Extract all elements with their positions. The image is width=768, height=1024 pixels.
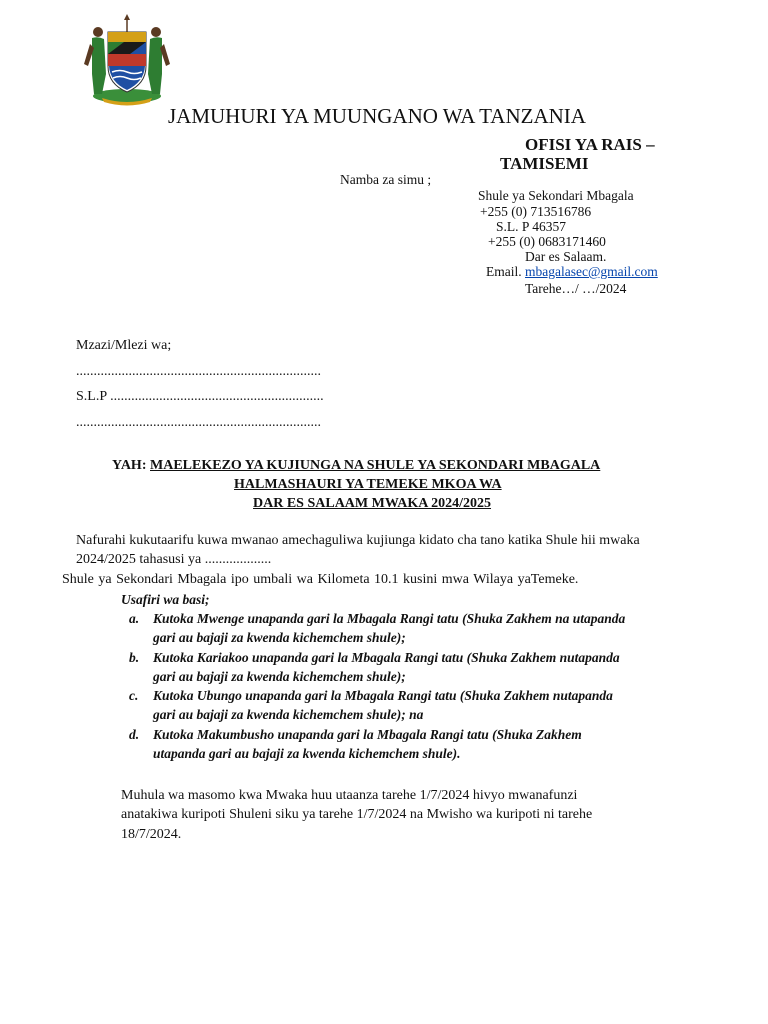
route-marker-b: b.: [129, 650, 140, 665]
recipient-salutation: Mzazi/Mlezi wa;: [76, 338, 172, 353]
transport-heading: Usafiri wa basi;: [121, 592, 210, 607]
recipient-name-blank: ......................................................................: [76, 364, 321, 379]
address-phone-1: +255 (0) 713516786: [480, 204, 592, 219]
phone-numbers-label: Namba za simu ;: [340, 172, 432, 187]
term-info-line-3: 18/7/2024.: [121, 827, 182, 842]
subject-line-2: HALMASHAURI YA TEMEKE MKOA WA: [234, 477, 502, 492]
subject-text-1: MAELEKEZO YA KUJIUNGA NA SHULE YA SEKONDARI MBAGALA: [150, 458, 601, 473]
paragraph-2: Shule ya Sekondari Mbagala ipo umbali wa Kilometa 10.1 kusini mwa Wilaya yaTemeke.: [62, 572, 579, 587]
address-po-box: S.L. P 46357: [496, 219, 567, 234]
address-date: Tarehe…/ …/2024: [525, 281, 627, 296]
route-d-line-2: utapanda gari au bajaji za kwenda kichemchem shule).: [153, 746, 461, 761]
subject-line-1: [112, 458, 600, 474]
route-b-line-1: Kutoka Kariakoo unapanda gari la Mbagala Rangi tatu (Shuka Zakhem nutapanda: [153, 650, 620, 665]
paragraph-1-line-2: 2024/2025 tahasusi ya ...................: [76, 552, 272, 567]
recipient-po-box-blank: S.L.P .............................................................: [76, 389, 324, 404]
email-link[interactable]: mbagalasec@gmail.com: [525, 264, 658, 279]
route-b-line-2: gari au bajaji za kwenda kichemchem shule);: [153, 669, 406, 684]
document-title: JAMUHURI YA MUUNGANO WA TANZANIA: [168, 104, 586, 128]
route-marker-c: c.: [129, 688, 139, 703]
address-phone-2: +255 (0) 0683171460: [488, 234, 606, 249]
route-d-line-1: Kutoka Makumbusho unapanda gari la Mbagala Rangi tatu (Shuka Zakhem: [153, 727, 582, 742]
recipient-address-blank: ......................................................................: [76, 415, 321, 430]
address-city: Dar es Salaam.: [525, 249, 607, 264]
route-c-line-1: Kutoka Ubungo unapanda gari la Mbagala Rangi tatu (Shuka Zakhem nutapanda: [153, 688, 613, 703]
address-email-line: [486, 264, 658, 280]
subject-line-3: DAR ES SALAAM MWAKA 2024/2025: [253, 496, 492, 511]
email-label: Email.: [486, 264, 522, 279]
coat-of-arms-emblem: [80, 14, 174, 106]
term-info-line-1: Muhula wa masomo kwa Mwaka huu utaanza tarehe 1/7/2024 hivyo mwanafunzi: [121, 788, 578, 803]
office-line-2: TAMISEMI: [500, 154, 589, 173]
route-a-line-1: Kutoka Mwenge unapanda gari la Mbagala Rangi tatu (Shuka Zakhem na utapanda: [153, 611, 626, 626]
term-info-line-2: anatakiwa kuripoti Shuleni siku ya tarehe 1/7/2024 na Mwisho wa kuripoti ni tarehe: [121, 807, 593, 822]
route-marker-d: d.: [129, 727, 140, 742]
route-a-line-2: gari au bajaji za kwenda kichemchem shule);: [153, 630, 406, 645]
address-school: Shule ya Sekondari Mbagala: [478, 188, 634, 203]
office-line-1: OFISI YA RAIS –: [525, 135, 655, 154]
route-marker-a: a.: [129, 611, 140, 626]
subject-prefix: YAH:: [112, 458, 147, 473]
route-c-line-2: gari au bajaji za kwenda kichemchem shule); na: [153, 707, 424, 722]
paragraph-1-line-1: Nafurahi kukutaarifu kuwa mwanao amechaguliwa kujiunga kidato cha tano katika Shule hii mwaka: [76, 533, 640, 548]
